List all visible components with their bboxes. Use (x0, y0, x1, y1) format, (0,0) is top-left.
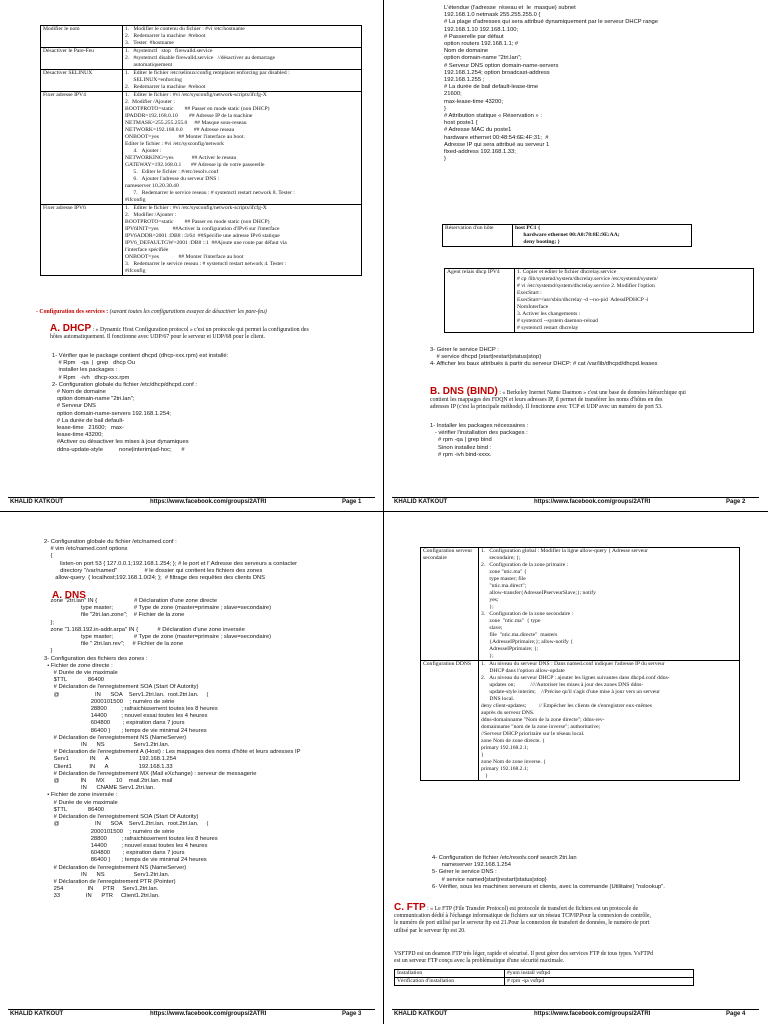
table-row-label: Désactiver le Pare-Feu (41, 48, 123, 70)
zone-line: file " 2tri.lan.rev"; # Fichier de la zone (44, 641, 184, 648)
zone-line: Client1 IN A 192.168.1.33 (44, 763, 173, 770)
footer-page3 (0, 1009, 383, 1021)
table-cell-line: nameserver 10.20.30.40 (125, 183, 179, 189)
dns-install-steps (430, 423, 760, 459)
zone-line: # Déclaration de l'enregistrement SOA (Start Of Autority) (44, 684, 199, 691)
dhcp-intro-line-1: hôtes automatiquement. Il fonctionne avec UDP/67 pour le serveur et UDP/68 pour le client. (50, 334, 265, 341)
table-row-label: Fixer adresse IPV6 (41, 205, 123, 276)
table-cell-line: NETMASK=255.255.255.0 ## Masque sous-reseau (125, 120, 247, 126)
relay-table-line: # systemctl --system daemon-reload (517, 318, 598, 324)
dhcp-step-line: option domain-name-servers 192.168.1.254; (52, 410, 171, 417)
zone-line: type master; # Type de zone (master=primaire ; slave=secondaire) (44, 605, 272, 612)
ftp-intro-line-0: : « Le FTP (File Transfer Protocol) est protocole de transfert de fichiers est un protocole de (427, 906, 639, 912)
zone-line: 2000101500 ; numéro de série (44, 828, 175, 835)
relay-table-line: # cp /lib/systemd/system/dhcrelay.service /etc/systemd/system/ (517, 276, 659, 282)
table-cell-line: 3. Configuration de la zone secondaire : (481, 611, 574, 617)
relay-table-line: ExecStart : (517, 290, 542, 296)
table-row-label: Configuration serveur secondaire (421, 548, 479, 661)
table-cell-line: NETWORKING=yes ## Activer le reseau (125, 155, 237, 161)
page-1 (0, 0, 383, 511)
dns-final-line: 6- Vérifier, sous les machines serveurs et clients, avec la commande (Utilitaire) "nslookup". (432, 883, 665, 890)
zone-line: 14400 ; nouvel essai toutes les 4 heures (44, 713, 208, 720)
table-cell-line: 2. Redemarrer la machine #reboot (125, 84, 206, 90)
table-cell-line: 1. Editer le fichier : #vi /etc/sysconfig/network-scripts/ifcfg-X (125, 92, 267, 98)
dns-advanced-table (420, 547, 740, 781)
install-row (395, 970, 694, 978)
dns-final-line: nameserver 192.168.1.254 (432, 862, 511, 869)
table-row (421, 661, 740, 781)
dhcp-step-line: option domain-name "2tri.lan"; (52, 396, 135, 403)
config-table-page1 (40, 25, 362, 276)
dhcp-conf-line: Adresse IP qui sera attribué au serveur 1 (444, 141, 550, 148)
footer-rule (392, 1009, 759, 1010)
dhcp-conf-line: 21600; (444, 91, 462, 98)
table-row-content (479, 661, 740, 781)
zone-line: # Durée de vie maximale (44, 799, 118, 806)
table-cell-line: domainname "nom de la zone inverse"; authoritative; (481, 724, 601, 730)
dhcp-conf-line: # Serveur DNS option domain-name-servers (444, 62, 559, 69)
zone-line: • Fichier de zone inversée : (44, 792, 118, 799)
zone-line: 14400 ; nouvel essai toutes les 4 heures (44, 842, 208, 849)
table-cell-line: allow-transfer{AdresseIPserveurSlave;}; notify (481, 590, 596, 596)
zone-files (44, 598, 379, 901)
named-conf-line: directory "/var/named" # le dossier qui contient les fichiers des zones (44, 567, 263, 574)
relay-table-line: # systemctl restart dhcrelay (517, 325, 579, 331)
install-command: #yum install vsftpd (505, 970, 694, 978)
services-title: - Configuration des services : (36, 309, 109, 315)
relay-table-line: NomInterface (517, 304, 549, 310)
dhcp-conf-line: hardware ethernet 00:48:54:6E:4F:31; # (444, 134, 549, 141)
dns-intro-line-2: adresses IP (c'est la principale méthode). Il fonctionne avec TCP et UDP avec un numéro de port 53. (430, 404, 663, 411)
relay-table-line: 3. Activer les changements : (517, 311, 581, 317)
zone-line: # Durée de vie maximale (44, 670, 118, 677)
table-cell-line: "ntic.ma.direct"; (481, 583, 527, 589)
table-cell-line: #ifconfig (125, 197, 146, 203)
relay-agent-table (444, 268, 754, 333)
zone-line: file "2tri.lan.zone"; # Fichier de la zone (44, 612, 185, 619)
dhcp-manage-steps (430, 347, 760, 369)
footer-url[interactable]: https://www.facebook.com/groups/2ATRI (534, 1011, 651, 1017)
table-cell-line: ddns-domainname "Nom de la zone directe"; ddns-rev- (481, 717, 605, 723)
table-cell-line: IPV6_DEFAULTGW=2001 :DB8 ::1 ##Ajoute une route par défaut via (125, 240, 287, 246)
dhcp-step-line: 1- Vérifier que le package contient dhcpd (dhcp-xxx.rpm) est installé: (52, 353, 229, 359)
dhcp-manage-line: # service dhcpd {start|restart|status|stop} (430, 354, 542, 361)
dhcp-step-line: ddns-update-style none|interim|ad-hoc; # (52, 446, 185, 453)
zone-line: IN NS Serv1.2tri.lan. (44, 742, 170, 749)
table-cell-line: AdresseIPprimaire; }; (481, 646, 539, 652)
dhcp-conf-line: Nom de domaine (444, 48, 489, 55)
table-cell-line: 4. Ajouter : (125, 148, 162, 154)
install-label: Installation (395, 970, 505, 978)
named-conf-line: { (44, 553, 53, 560)
table-cell-line: automatiquement (125, 62, 173, 68)
zone-line: # Déclaration de l'enregistrement MX (Mail eXchange) : serveur de messagerie (44, 770, 257, 777)
table-cell-line: }; (481, 653, 494, 659)
table-cell-line: slave; (481, 625, 503, 631)
dhcp-step-line: lease-time 43200; (52, 432, 103, 439)
footer-author: KHALID KATKOUT (394, 499, 448, 505)
zone-line: # Déclaration de l'enregistrement PTR (Pointer) (44, 878, 176, 885)
services-note: (savant toutes les configurations essayez de désactiver les pare-feu) (109, 309, 267, 315)
table-row (41, 48, 362, 70)
zone-line: @ IN MX 10 mail.2tri.lan. mail (44, 778, 173, 785)
zone-line: zone "2tri.lan" IN { # Déclaration d'une zone directe (44, 598, 218, 604)
dhcp-conf-line: # La durée de bail default-lease-time (444, 84, 539, 91)
table-cell-line: deny client-updates; // Empêcher les clients de s'enregistrer eux-mêmes (481, 703, 652, 709)
table-cell-line: file "ntic.ma.directe" masters (481, 632, 558, 638)
zone-line: # Déclaration de l'enregistrement NS (NameServer) (44, 864, 187, 871)
dhcp-conf-line: } (444, 156, 446, 163)
table-row (421, 548, 740, 661)
page-4 (384, 512, 767, 1023)
table-cell-line: 2. Au niveau du serveur DHCP : ajouter les lignes suivantes dans dhcpd.conf ddns- (481, 675, 670, 681)
table-cell-line: } (481, 773, 488, 779)
relay-table-line: # vi /etc/systemd/system/dhcrelay.service 2. Modifier l'option (517, 283, 655, 289)
named-conf-line: allow-query { localhost;192.168.1.0/24; }; # filtrage des requêtes des clients DNS (44, 575, 266, 582)
dns-intro-line-1: contient les mappages des FDQN et leurs adresses IP, il permet de transférer les noms d'hôtes en des (430, 397, 663, 404)
table-cell-line: zone "ntic.ma" { type (481, 618, 541, 624)
footer-author: KHALID KATKOUT (394, 1011, 448, 1017)
ftp-intro-line-3: utilisé par le serveur ftp est 20. (394, 927, 466, 934)
dns-intro (430, 388, 762, 412)
table-cell-line: #ifconfig (125, 268, 146, 274)
table-row-label: Configuration DDNS (421, 661, 479, 781)
zone-line: 604800 ; expiration dans 7 jours (44, 720, 185, 727)
dhcp-conf-line: 192.168.1.0 netmask 255.255.255.0 { (444, 12, 541, 19)
named-conf-line: listen-on port 53 { 127.0.0.1;192.168.1.254; }; # le port et l' Adresse des serveurs a contacter (44, 560, 298, 567)
footer-rule (392, 497, 759, 498)
footer-page2 (384, 497, 767, 509)
zone-line: $TTL 86400 (44, 806, 105, 813)
zone-line: # Déclaration de l'enregistrement A (Host) : Les mappages des noms d'hôte et leurs adresses IP (44, 749, 301, 756)
dhcp-step-line: # La durée de bail default- (52, 417, 125, 424)
zone-line: 28800 ; rafraichissement toutes les 8 heures (44, 835, 218, 842)
table-cell-line: l'interface spécifiée (125, 247, 169, 253)
dns-step-line: Sinon installez bind : (430, 444, 492, 451)
install-row (395, 978, 694, 986)
dhcp-conf-line: option routers 192.168.1.1; # (444, 41, 519, 48)
table-row (41, 26, 362, 48)
table-cell-line: 1. Editer le fichier /etc/selinux/config remplacer enforcing par disabled : (125, 70, 290, 76)
footer-page1 (0, 497, 383, 509)
dns-title: B. DNS (BIND) (430, 386, 498, 397)
dhcp-step-line: # Rpm -ivh dhcp-xxx.rpm (52, 374, 130, 381)
table-cell-line: {AdresseIPprimaire;}; allow-notify { (481, 639, 573, 645)
dns-final-steps (432, 855, 762, 891)
table-cell-line: secondaire; }; (481, 555, 521, 561)
table-cell-line: DNS local. (481, 696, 515, 702)
zone-line: }; (44, 619, 54, 626)
table-cell-line: NETWORK=192.168.0.0 ## Adresse reseau (125, 127, 235, 133)
dns-step-line: # rpm -ivh bind-xxxx. (430, 451, 492, 458)
footer-author: KHALID KATKOUT (10, 499, 64, 505)
relay-table-label: Agent relais dhcp IPV4 (445, 269, 515, 333)
named-conf-options (44, 539, 379, 582)
table-row-content (123, 70, 362, 92)
table-cell-line: update-style interim; //Précise qu'il s'agit d'une mise à jour vers un serveur (481, 689, 660, 695)
dns-section-title: A. DNS (52, 590, 86, 601)
zone-line: zone "1.168.192.in-addr.arpa" IN { # Déclaration d'une zone inversée (44, 626, 245, 633)
table-cell-line: GATEWAY=192.168.0.1 ## Adresse ip de votre passerelle (125, 162, 265, 168)
zone-line: 86400 } ; temps de vie minimal 24 heures (44, 857, 207, 864)
dhcp-step-line: lease-time 21600; max- (52, 425, 124, 432)
dns-intro-line-0: : « Berkeley Inernet Name Daemon » c'est une base de données hiérarchique qui (499, 390, 686, 396)
ftp-title: C. FTP (394, 902, 426, 913)
relay-table-line: 1. Copier et éditer le fichier dhcrelay.service (517, 269, 617, 275)
zone-line: 3- Configuration des fichiers des zones : (44, 655, 148, 662)
table-cell-line: }; (481, 604, 494, 610)
ftp-intro (394, 904, 760, 935)
relay-table-line: ExecStart=/usr/sbin/dhcrelay -d --no-pid AdessIPDHCP -i (517, 297, 649, 303)
table-cell-line: //Serveur DHCP prioritaire sur le réseau local. (481, 731, 585, 737)
dhcp-conf-line: L'étendue (l'adresse réseau et le masque) subnet (444, 5, 576, 11)
table-cell-line: IPV6ADDR=2001 :DB8 ::3/64 ##Spécifie une adresse IPv6 statique (125, 233, 280, 239)
table-row-content (123, 26, 362, 48)
dhcp-title: A. DHCP (50, 323, 92, 334)
dhcp-conf-line: # Attribution statique « Réservation » : (444, 113, 542, 120)
zone-line: • Fichier de zone directe : (44, 662, 113, 669)
table-cell-line: 3. Redemarrer le service reseau : # systemctl restart network 4. Tester : (125, 261, 287, 267)
zone-line: IN NS Serv1.2tri.lan. (44, 871, 170, 878)
table-row (41, 92, 362, 205)
table-cell-line: IPV6INIT=yes ##Activer la configuration d'IPv6 sur l'interface (125, 226, 280, 232)
zone-line: # Déclaration de l'enregistrement SOA (Start Of Autority) (44, 814, 199, 821)
table-cell-line: 1. #systemctl stop firewalld.service (125, 48, 213, 54)
dhcp-step-line: # Serveur DNS (52, 403, 96, 410)
dhcp-conf-line: fixed-address 192.168.1.33; (444, 149, 516, 156)
dhcp-step-line: installer les packages : (52, 367, 118, 374)
footer-url[interactable]: https://www.facebook.com/groups/2ATRI (150, 499, 267, 505)
relay-table-content (515, 269, 754, 333)
zone-line: 2000101500 ; numéro de série (44, 698, 175, 705)
ftp-install-table (394, 969, 694, 986)
footer-page-number: Page 3 (342, 1011, 362, 1017)
dhcp-conf-line: 192.168.1.255 ; (444, 77, 485, 84)
zone-line: IN CNAME Serv1.2tri.lan. (44, 785, 155, 792)
footer-page4 (384, 1009, 767, 1021)
table-cell-line: ONBOOT=yes ## Monter l'interface au boot. (125, 134, 245, 140)
footer-page-number: Page 1 (342, 499, 362, 505)
table-cell-line: 7. Redemarrer le service reseau : # systemctl restart network 8. Tester : (125, 190, 295, 196)
dns-step-line: 1- Installer les packages nécessaires : (430, 423, 529, 429)
zone-line: 86400 } ; temps de vie minimal 24 heures (44, 727, 207, 734)
table-cell-line: 2. Redemarrer la machine #reboot (125, 33, 206, 39)
dhcp-conf-line: 192.168.1.10 192.168.1.100; (444, 26, 519, 33)
table-cell-line: ONBOOT=yes ## Monter l'interface au boot (125, 254, 244, 260)
host-table-label: Réservation d'un hôte (443, 225, 513, 247)
table-cell-line: 5. Editer le fichier : #/etc/resolv.conf (125, 169, 219, 175)
zone-line: Serv1 IN A 192.168.1.254 (44, 756, 177, 763)
table-row-content (123, 92, 362, 205)
ftp-intro-line-2: le numéro de port utilisé par le serveur ftp est 21.Pour la connexion de transfert de données, le numéro de port (394, 920, 650, 927)
host-table-line: deny booting; } (515, 239, 560, 245)
page-3 (0, 512, 383, 1023)
ftp-intro-line-1: communication dédié à l'échange informatique de fichiers sur un réseau TCP/IP.Pour la connexion de contrôle, (394, 913, 651, 920)
table-cell-line: 6. Ajouter l'adresse du serveur DNS : (125, 176, 220, 182)
table-row (41, 70, 362, 92)
zone-line: # Déclaration de l'enregistrement NS (NameServer) (44, 734, 187, 741)
table-cell-line: yes; (481, 597, 499, 603)
dhcp-intro-line-0: : « Dynamic Host Configuration protocol » c'est un protocole qui permet la configuration des (92, 327, 309, 333)
named-conf-line: 2- Configuration globale du fichier /etc/named.conf : (44, 539, 177, 545)
dhcp-steps (52, 353, 377, 454)
footer-url[interactable]: https://www.facebook.com/groups/2ATRI (150, 1011, 267, 1017)
table-cell-line: 2. Modifier /Ajouter : (125, 99, 175, 105)
footer-page-number: Page 4 (726, 1011, 746, 1017)
table-cell-line: DHCP dans l'option allow-update (481, 668, 565, 674)
table-cell-line: zone Nom de zone directe. { (481, 738, 545, 744)
table-cell-line: primary 192.168.2.1; (481, 766, 529, 772)
dhcp-conf-line: option domain-name "2tri.lan"; (444, 55, 522, 62)
footer-rule (8, 1009, 375, 1010)
dhcp-conf-line: # Adresse MAC du poste1 (444, 127, 512, 134)
zone-line: 604800 ; expiration dans 7 jours (44, 850, 185, 857)
dhcp-conf-line: # La plage d'adresses qui sera attribué dynamiquement par le serveur DHCP range (444, 19, 658, 26)
table-row-content (123, 205, 362, 276)
zone-line: $TTL 86400 (44, 677, 105, 684)
table-cell-line: SELINUX=enforcing (125, 77, 182, 83)
host-table-line: hardware ethernet 00:A0:78:8E:9E:AA; (515, 232, 620, 238)
table-cell-line: updates on; ////Autoriser les mises à jour des zones DNS ddns- (481, 682, 644, 688)
vsftpd-line-1: est un serveur FTP conçu avec la problématique d'une sécurité maximale. (394, 958, 565, 965)
zone-line: @ IN SOA Serv1.2tri.lan. root.2tri.lan. ( (44, 821, 209, 828)
table-cell-line: 2. Modifier /Ajouter : (125, 212, 177, 218)
dns-step-line: - vérifier l'installation des packages : (430, 430, 528, 437)
install-label: Vérification d'installation (395, 978, 505, 986)
zone-line: type master; # Type de zone (master=primaire ; slave=secondaire) (44, 634, 272, 641)
table-row-label: Modifier le nom (41, 26, 123, 48)
dns-final-line: 5- Gérer le service DNS : (432, 869, 497, 876)
table-cell-line: Editer le fichier : #vi /etc/sysconfig/network (125, 141, 224, 147)
table-cell-line: BOOTPROTO=static ## Passer en mode static (non DHCP) (125, 106, 270, 112)
zone-line: 254 IN PTR Serv1.2tri.lan. (44, 886, 159, 893)
table-cell-line: auprès du serveur DNS. (481, 710, 535, 716)
host-reservation-table (442, 224, 692, 247)
dns-step-line: # rpm -qa | grep bind (430, 437, 492, 444)
dhcp-step-line: # Rpm -qa | grep dhcp Ou (52, 360, 136, 367)
footer-rule (8, 497, 375, 498)
table-row-label: Désactiver SELINUX (41, 70, 123, 92)
page-2 (384, 0, 767, 511)
table-cell-line: primary 192.168.2.1; (481, 745, 529, 751)
dhcp-step-line: # Nom de domaine (52, 389, 106, 396)
services-heading (36, 309, 371, 316)
table-cell-line: 2. Configuration de la zone primaire : (481, 562, 569, 568)
table-cell-line: BOOTPROTO=static ## Passer en mode static (non DHCP) (125, 219, 270, 225)
table-cell-line: } (481, 752, 484, 758)
footer-page-number: Page 2 (726, 499, 746, 505)
dhcp-conf-line: } (444, 105, 446, 112)
table-cell-line: type master; file (481, 576, 526, 582)
dhcp-manage-line: 3- Gérer le service DHCP : (430, 347, 499, 353)
zone-line: 33 IN PTR Client1.2tri.lan. (44, 893, 160, 900)
table-cell-line: 1. Editer le fichier : #vi /etc/sysconfig/network-scripts/ifcfg-X (125, 205, 267, 211)
named-conf-line: # vim /etc/named.conf options (44, 546, 128, 553)
install-command: # rpm -qa vsftpd (505, 978, 694, 986)
host-table-line: host PC1 { (515, 225, 541, 231)
host-table-content (513, 225, 692, 247)
table-cell-line: IPADDR=192.168.0.10 ## Adresse IP de la machine (125, 113, 253, 119)
dhcp-conf-line: # Passerelle par défaut (444, 33, 504, 40)
dhcp-intro (50, 325, 375, 341)
table-row-content (479, 548, 740, 661)
table-cell-line: zone "ntic.ma" { (481, 569, 527, 575)
vsftpd-description (394, 951, 760, 965)
dns-final-line: 4- Configuration de fichier /etc/resolv.conf search 2tri.lan (432, 855, 577, 861)
table-cell-line: 1. Modifier le contenu du fichier : #vi /etc/hostname (125, 26, 245, 32)
dns-final-line: # service named{start|restart|status|stop} (432, 876, 547, 883)
vsftpd-line-0: VSFTPD est un deamon FTP très léger, rapide et sécurisé. Il peut gérer des services FTP de tous types. VsFTPd (394, 951, 654, 957)
table-cell-line: 2. #systemctl disable firewalld.service //désactiver au demarrage (125, 55, 276, 61)
table-cell-line: 3. Tester #hostname (125, 40, 174, 46)
zone-line: @ IN SOA Serv1.2tri.lan. root.2tri.lan. ( (44, 691, 209, 698)
dhcp-conf-line: 192.168.1.254; option broadcast-address (444, 69, 550, 76)
zone-line: } (44, 648, 53, 655)
footer-author: KHALID KATKOUT (10, 1011, 64, 1017)
footer-url[interactable]: https://www.facebook.com/groups/2ATRI (534, 499, 651, 505)
dhcp-conf-continued (444, 5, 754, 163)
table-row (41, 205, 362, 276)
dhcp-conf-line: max-lease-time 43200; (444, 98, 503, 105)
table-cell-line: 1. Au niveau du serveur DNS : Dans named.conf indiquer l'adresse IP du serveur (481, 661, 665, 667)
table-row-label: Fixer adresse IPV4 (41, 92, 123, 205)
table-row-content (123, 48, 362, 70)
dhcp-manage-line: 4- Afficher les baux attribués à partir du serveur DHCP: # cat /var/lib/dhcpd/dhcpd.leases (430, 361, 658, 368)
dhcp-step-line: 2- Configuration globale du fichier /etc/dhcp/dhcpd.conf : (52, 381, 198, 388)
zone-line: 28800 ; rafraichissement toutes les 8 heures (44, 706, 218, 713)
table-cell-line: zone Nom de zone inverse. { (481, 759, 546, 765)
table-cell-line: 1. Configuration global : Modifier la ligne allow-query { Adresse serveur (481, 548, 648, 554)
dhcp-conf-line: host poste1 { (444, 120, 478, 127)
dhcp-step-line: #Activer ou désactiver les mises à jour dynamiques (52, 439, 189, 446)
